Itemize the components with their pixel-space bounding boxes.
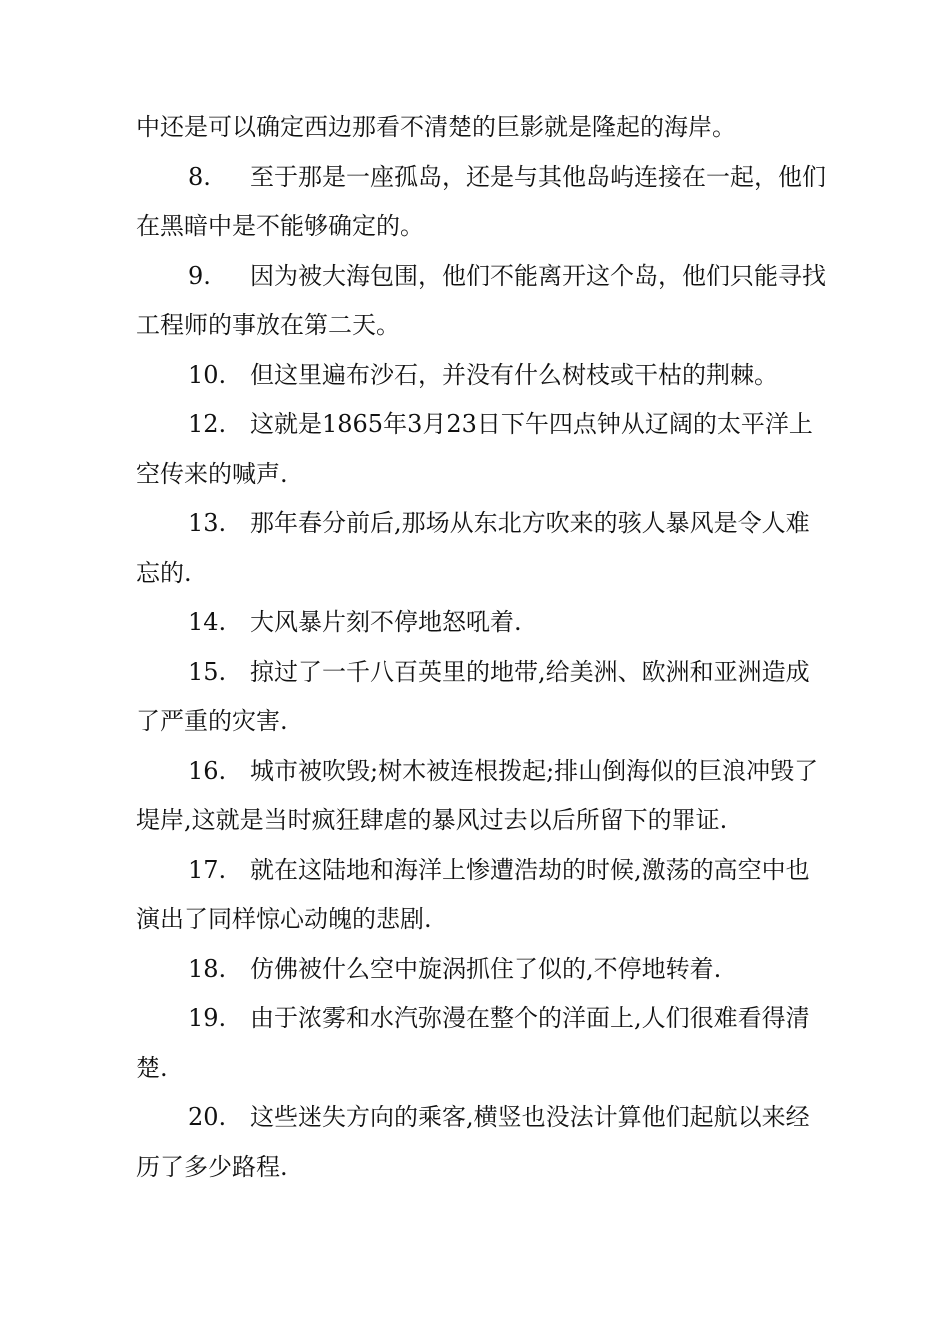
list-item [136, 153, 830, 252]
item-number: 12. [188, 410, 227, 438]
item-number: 17. [188, 855, 227, 884]
item-text: 那年春分前后,那场从东北方吹来的骇人暴风是令人难忘的. [136, 509, 810, 587]
list-item [136, 351, 830, 401]
list-item [136, 400, 830, 499]
item-text: 但这里遍布沙石，并没有什么树枝或干枯的荆棘。 [250, 360, 778, 389]
item-text: 因为被大海包围，他们不能离开这个岛，他们只能寻找工程师的事放在第二天。 [136, 261, 826, 339]
item-number: 8. [188, 162, 211, 191]
item-number: 18. [188, 954, 227, 983]
item-text: 城市被吹毁;树木被连根拨起;排山倒海似的巨浪冲毁了堤岸,这就是当时疯狂肆虐的暴风过去以后所留下的罪证. [136, 756, 819, 834]
document-body [136, 103, 830, 1192]
item-number: 13. [188, 509, 227, 537]
item-text: 就在这陆地和海洋上惨遭浩劫的时候,激荡的高空中也演出了同样惊心动魄的悲剧. [136, 855, 810, 933]
list-item [136, 945, 830, 995]
list-item [136, 252, 830, 351]
item-text: 仿佛被什么空中旋涡抓住了似的,不停地转着. [250, 954, 722, 983]
item-text: 这就是1865年3月23日下午四点钟从辽阔的太平洋上空传来的喊声. [136, 410, 813, 488]
item-number: 10. [188, 360, 227, 389]
item-text: 由于浓雾和水汽弥漫在整个的洋面上,人们很难看得清楚. [136, 1004, 810, 1082]
item-number: 19. [188, 1004, 227, 1032]
item-text: 掠过了一千八百英里的地带,给美洲、欧洲和亚洲造成了严重的灾害. [136, 657, 810, 735]
list-item [136, 648, 830, 747]
list-item [136, 994, 830, 1093]
item-number: 9. [188, 261, 211, 290]
item-text: 至于那是一座孤岛，还是与其他岛屿连接在一起，他们在黑暗中是不能够确定的。 [136, 162, 826, 240]
item-number: 14. [188, 608, 227, 636]
list-item [136, 747, 830, 846]
list-item [136, 499, 830, 598]
item-number: 16. [188, 756, 227, 785]
list-item [136, 598, 830, 648]
item-number: 20. [188, 1103, 227, 1131]
item-text: 大风暴片刻不停地怒吼着. [250, 608, 522, 636]
item-text: 这些迷失方向的乘客,横竖也没法计算他们起航以来经历了多少路程. [136, 1103, 810, 1181]
item-number: 15. [188, 657, 227, 686]
list-item [136, 1093, 830, 1192]
list-item [136, 846, 830, 945]
continuation-paragraph: 中还是可以确定西边那看不清楚的巨影就是隆起的海岸。 [136, 113, 736, 141]
